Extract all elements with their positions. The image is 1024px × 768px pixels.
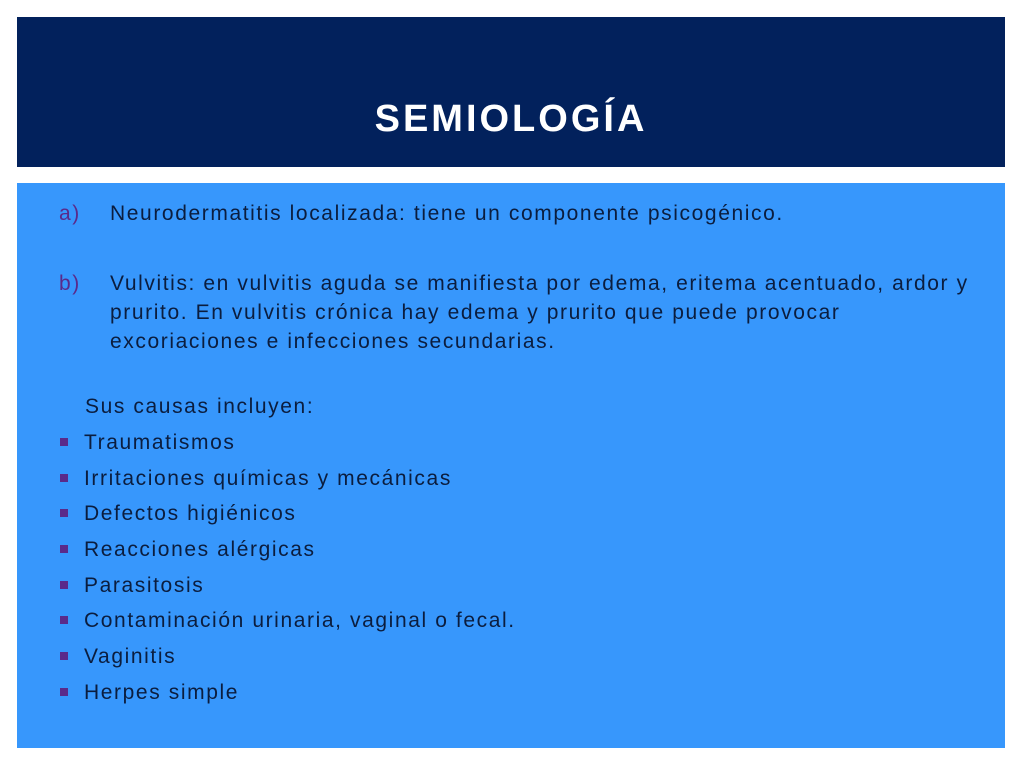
cause-item — [17, 499, 1005, 531]
cause-text: Vaginitis — [84, 645, 177, 668]
cause-text: Contaminación urinaria, vaginal o fecal. — [84, 609, 516, 632]
bullet-square-icon — [60, 474, 68, 482]
cause-item — [17, 571, 1005, 603]
bullet-square-icon — [60, 545, 68, 553]
cause-text: Parasitosis — [84, 574, 205, 597]
list-item-b — [17, 269, 1005, 389]
cause-text: Defectos higiénicos — [84, 502, 297, 525]
cause-item — [17, 464, 1005, 496]
list-marker-b: b) — [59, 272, 81, 295]
cause-item — [17, 642, 1005, 674]
list-item-text-a: Neurodermatitis localizada: tiene un componente psicogénico. — [110, 202, 784, 225]
list-item-text-b: Vulvitis: en vulvitis aguda se manifiesta por edema, eritema acentuado, ardor y prurito. En vulvitis crónica hay edema y prurito que puede provocar excoriaciones e infecciones secundarias. — [110, 272, 969, 353]
cause-text: Traumatismos — [84, 431, 236, 454]
content-box — [17, 183, 1005, 748]
cause-item — [17, 678, 1005, 710]
list-marker-a: a) — [59, 202, 81, 225]
cause-text: Irritaciones químicas y mecánicas — [84, 467, 452, 490]
cause-item — [17, 535, 1005, 567]
bullet-square-icon — [60, 652, 68, 660]
bullet-square-icon — [60, 581, 68, 589]
causes-intro: Sus causas incluyen: — [85, 395, 315, 418]
slide-title: SEMIOLOGÍA — [374, 98, 648, 140]
cause-text: Herpes simple — [84, 681, 240, 704]
bullet-square-icon — [60, 509, 68, 517]
cause-item — [17, 428, 1005, 460]
cause-text: Reacciones alérgicas — [84, 538, 316, 561]
list-item-a — [17, 199, 1005, 229]
cause-item — [17, 606, 1005, 638]
bullet-square-icon — [60, 438, 68, 446]
content-body — [17, 183, 1005, 748]
title-band — [17, 17, 1005, 167]
bullet-square-icon — [60, 688, 68, 696]
bullet-square-icon — [60, 616, 68, 624]
